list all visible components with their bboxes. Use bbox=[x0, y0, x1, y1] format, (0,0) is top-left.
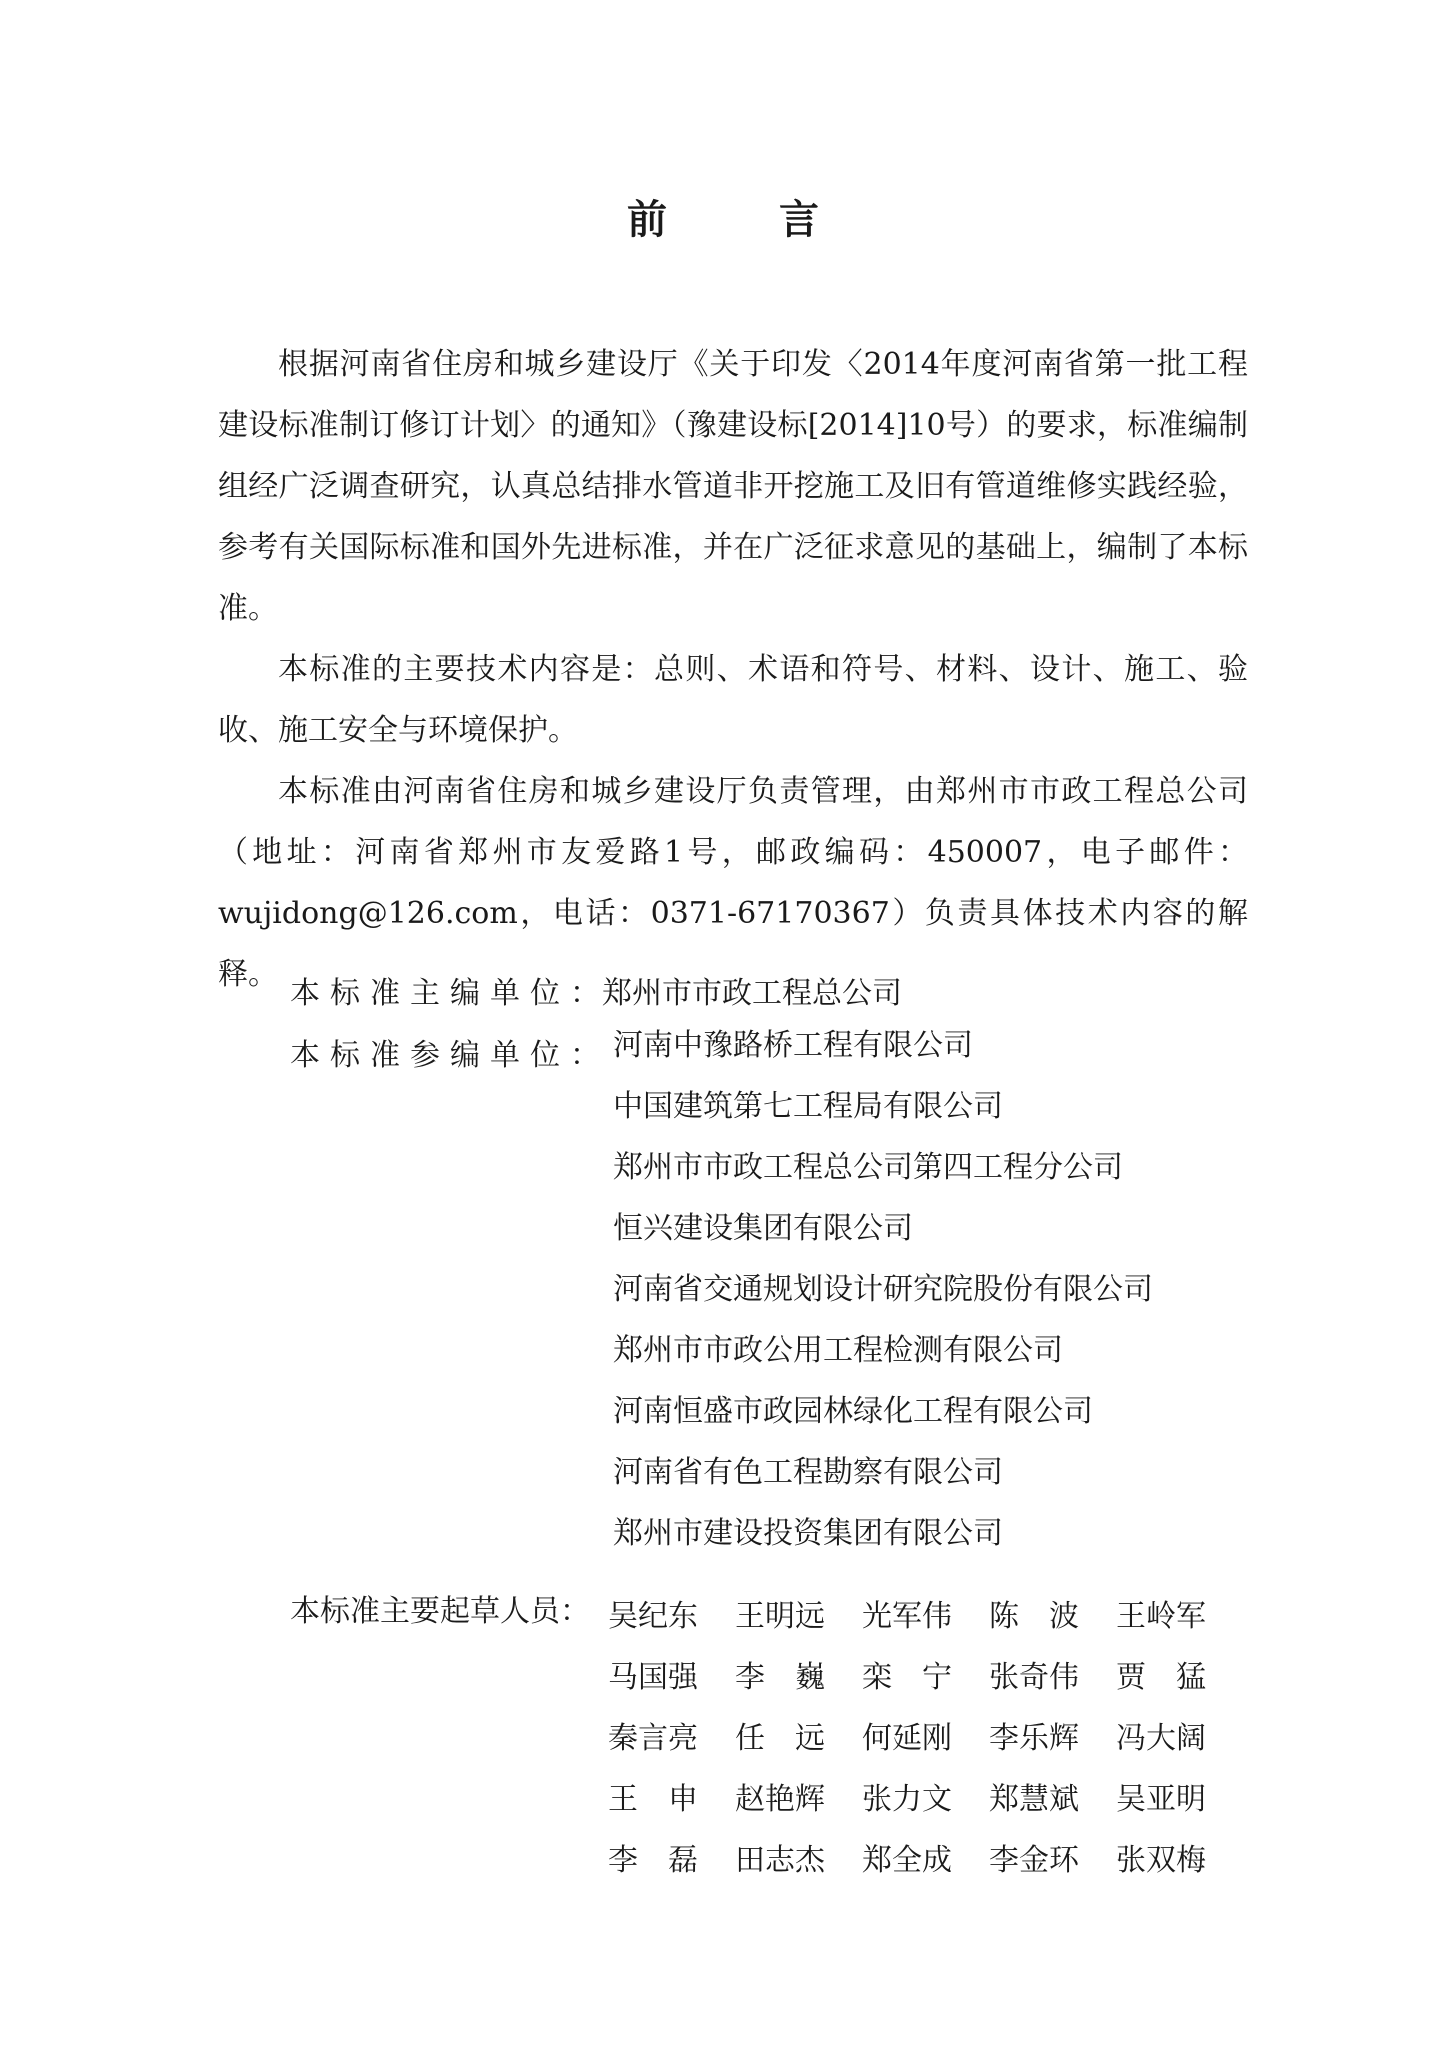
drafter-name: 王 申 bbox=[608, 1782, 698, 1817]
drafter-name: 栾 宁 bbox=[862, 1660, 952, 1695]
drafter-name: 马国强 bbox=[608, 1660, 698, 1695]
participating-unit: 河南省有色工程勘察有限公司 bbox=[613, 1455, 1003, 1490]
drafter-name: 吴亚明 bbox=[1116, 1782, 1206, 1817]
title-char-right: 言 bbox=[779, 196, 821, 243]
participating-units-label: 本标准参编单位： bbox=[290, 1038, 610, 1073]
drafter-name: 贾 猛 bbox=[1116, 1660, 1206, 1695]
participating-unit: 中国建筑第七工程局有限公司 bbox=[613, 1089, 1003, 1124]
drafter-name: 郑慧斌 bbox=[989, 1782, 1079, 1817]
participating-unit: 郑州市市政工程总公司第四工程分公司 bbox=[613, 1150, 1123, 1185]
page-title bbox=[0, 188, 1448, 245]
drafter-name: 郑全成 bbox=[862, 1843, 952, 1878]
drafter-name: 陈 波 bbox=[989, 1599, 1079, 1634]
drafters-list bbox=[608, 1586, 1243, 1891]
drafter-name: 田志杰 bbox=[735, 1843, 825, 1878]
drafter-name: 赵艳辉 bbox=[735, 1782, 825, 1817]
participating-unit: 郑州市建设投资集团有限公司 bbox=[613, 1516, 1003, 1551]
drafter-name: 李金环 bbox=[989, 1843, 1079, 1878]
drafter-name: 任 远 bbox=[735, 1721, 825, 1756]
drafter-name: 王明远 bbox=[735, 1599, 825, 1634]
drafter-name: 张奇伟 bbox=[989, 1660, 1079, 1695]
drafter-name: 李 巍 bbox=[735, 1660, 825, 1695]
drafter-name: 秦言亮 bbox=[608, 1721, 698, 1756]
drafter-name: 光军伟 bbox=[862, 1599, 952, 1634]
participating-unit: 恒兴建设集团有限公司 bbox=[613, 1211, 913, 1246]
drafter-name: 李 磊 bbox=[608, 1843, 698, 1878]
chief-unit-value: 郑州市市政工程总公司 bbox=[602, 976, 902, 1011]
paragraph-content: 本标准的主要技术内容是：总则、术语和符号、材料、设计、施工、验收、施工安全与环境保护。 bbox=[218, 652, 1248, 748]
participating-unit: 河南中豫路桥工程有限公司 bbox=[613, 1028, 973, 1063]
drafter-name: 李乐辉 bbox=[989, 1721, 1079, 1756]
participating-unit: 郑州市市政公用工程检测有限公司 bbox=[613, 1333, 1063, 1368]
drafters-label: 本标准主要起草人员： bbox=[290, 1594, 590, 1629]
drafter-name: 张双梅 bbox=[1116, 1843, 1206, 1878]
participating-unit: 河南省交通规划设计研究院股份有限公司 bbox=[613, 1272, 1153, 1307]
drafter-name: 吴纪东 bbox=[608, 1599, 698, 1634]
chief-unit-label: 本标准主编单位： bbox=[290, 976, 610, 1011]
body-text bbox=[218, 334, 1248, 1005]
drafter-name: 王岭军 bbox=[1116, 1599, 1206, 1634]
participating-units-list bbox=[613, 1015, 1153, 1564]
chief-unit-row bbox=[290, 968, 902, 1012]
drafter-name: 张力文 bbox=[862, 1782, 952, 1817]
drafter-name: 何延刚 bbox=[862, 1721, 952, 1756]
participating-units-label-row bbox=[290, 1030, 610, 1074]
title-char-left: 前 bbox=[627, 196, 669, 243]
drafter-name: 冯大阔 bbox=[1116, 1721, 1206, 1756]
participating-unit: 河南恒盛市政园林绿化工程有限公司 bbox=[613, 1394, 1093, 1429]
paragraph-management: 本标准由河南省住房和城乡建设厅负责管理，由郑州市市政工程总公司（地址：河南省郑州市友爱路1号，邮政编码：450007，电子邮件：wujidong@126.com，电话：0371-67170367）负责具体技术内容的解释。 bbox=[218, 774, 1248, 992]
paragraph-basis: 根据河南省住房和城乡建设厅《关于印发〈2014年度河南省第一批工程建设标准制订修订计划〉的通知》（豫建设标[2014]10号）的要求，标准编制组经广泛调查研究，认真总结排水管道非开挖施工及旧有管道维修实践经验，参考有关国际标准和国外先进标准，并在广泛征求意见的基础上，编制了本标准。 bbox=[218, 347, 1248, 626]
